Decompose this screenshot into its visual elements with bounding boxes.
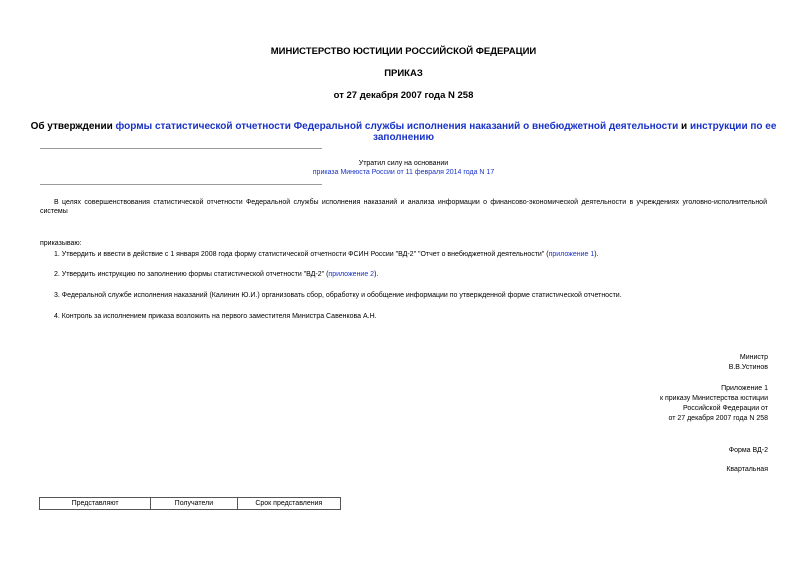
instruction-link[interactable]: инструкции по ее заполнению — [373, 121, 777, 143]
item-1-end: ). — [594, 251, 599, 258]
item-3: 3. Федеральной службе исполнения наказаний (Калинин Ю.И.) организовать сбор, обработку и обобщение информации по утвержденной форме статистической отчетности. — [54, 292, 622, 299]
appendix-1-link[interactable]: приложение 1 — [548, 251, 595, 258]
intro-paragraph: В целях совершенствования статистической отчетности Федеральной службы исполнения наказаний и анализа информации о финансово-экономической деятельности в учреждениях уголовно-исполнительной системы — [40, 199, 767, 215]
document-title — [0, 121, 807, 143]
order-word: приказываю: — [40, 240, 82, 247]
ministry-heading: МИНИСТЕРСТВО ЮСТИЦИИ РОССИЙСКОЙ ФЕДЕРАЦИИ — [270, 46, 537, 57]
doc-type-heading: ПРИКАЗ — [384, 68, 423, 79]
item-1 — [54, 250, 767, 259]
item-1-text: 1. Утвердить и ввести в действие с 1 января 2008 года форму статистической отчетности ФСИН России "ВД-2" "Отчет о внебюджетной деятельности" ( — [54, 251, 549, 258]
item-2-end: ). — [374, 271, 379, 278]
appendix-line-2: к приказу Министерства юстиции — [659, 395, 768, 402]
divider-top — [40, 148, 322, 149]
form-link[interactable]: формы статистической отчетности Федеральной службы исполнения наказаний о внебюджетной деятельности — [115, 121, 679, 132]
submission-table — [39, 497, 341, 510]
appendix-line-4: от 27 декабря 2007 года N 258 — [668, 415, 768, 422]
item-4: 4. Контроль за исполнением приказа возложить на первого заместителя Министра Савенкова А.Н. — [54, 313, 377, 320]
title-prefix: Об утверждении — [30, 121, 116, 132]
item-2 — [54, 270, 767, 279]
table-header-row — [40, 498, 341, 510]
appendix-2-link[interactable]: приложение 2 — [328, 271, 375, 278]
table-header-cell: Получатели — [151, 498, 237, 510]
signature-name: В.В.Устинов — [728, 364, 768, 371]
item-2-text: 2. Утвердить инструкцию по заполнению формы статистической отчетности "ВД-2" ( — [54, 271, 329, 278]
table-header-cell: Срок представления — [237, 498, 340, 510]
appendix-line-1: Приложение 1 — [721, 385, 768, 392]
divider-bottom — [40, 184, 322, 185]
table-header-cell: Представляют — [40, 498, 151, 510]
form-period: Квартальная — [726, 466, 768, 473]
status-block — [40, 159, 767, 177]
signature-position: Министр — [739, 354, 768, 361]
form-name: Форма ВД-2 — [728, 447, 768, 454]
title-middle: и — [678, 121, 690, 132]
date-number-heading: от 27 декабря 2007 года N 258 — [333, 90, 474, 101]
status-line: Утратил силу на основании — [358, 160, 449, 167]
repeal-order-link[interactable]: приказа Минюста России от 11 февраля 2014 года N 17 — [312, 169, 495, 176]
appendix-line-3: Российской Федерации от — [682, 405, 768, 412]
